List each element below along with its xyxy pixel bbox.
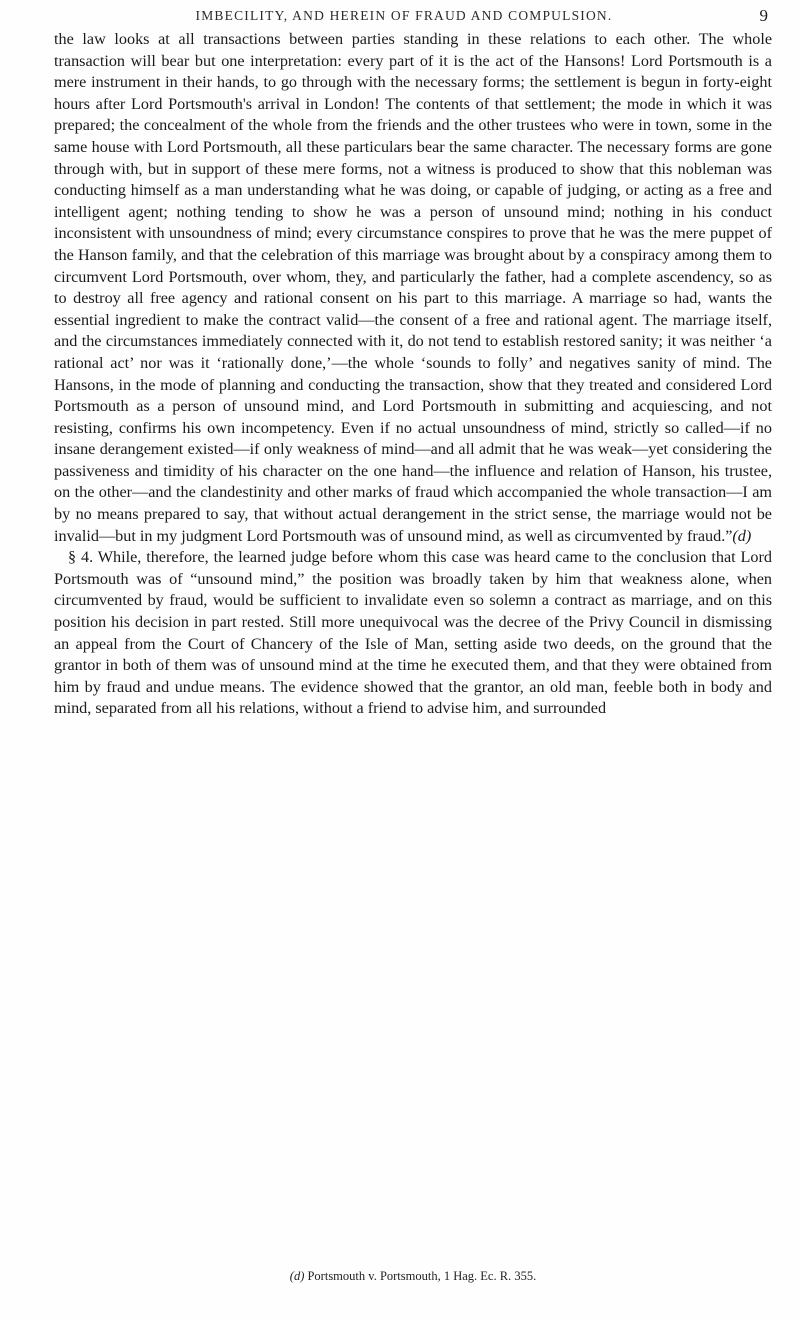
running-head bbox=[54, 6, 774, 30]
body-text bbox=[54, 29, 772, 720]
page-number: 9 bbox=[759, 6, 768, 25]
footnote-text: Portsmouth v. Portsmouth, 1 Hag. Ec. R. 355. bbox=[304, 1269, 537, 1283]
footnote-mark: (d) bbox=[289, 1269, 305, 1283]
paragraph-1-text: the law looks at all transactions between parties standing in these relations to each other. The whole transaction will bear but one interpretation: every part of it is the act of the Hansons! Lord Portsmouth is a mere instrument in their hands, to go through with the necessary forms; the settlement is begun in forty-eight hours after Lord Portsmouth's arrival in London! The contents of that settlement; the mode in which it was prepared; the concealment of the whole from the friends and the other trustees who were in town, some in the same house with Lord Portsmouth, all these particulars bear the same character. The necessary forms are gone through with, but in support of these mere forms, not a witness is produced to show that this nobleman was conducting himself as a man understanding what he was doing, or capable of judging, or acting as a free and intelligent agent; nothing tending to show he was a person of unsound mind; nothing in his conduct inconsistent with unsoundness of mind; every circumstance conspires to prove that he was the mere puppet of the Hanson family, and that the celebration of this marriage was brought about by a conspiracy among them to circumvent Lord Portsmouth, over whom, they, and particularly the father, had a complete ascendency, so as to destroy all free agency and rational consent on his part to this marriage. A marriage so had, wants the essential ingredient to make the contract valid—the consent of a free and rational agent. The marriage itself, and the circumstances immediately connected with it, do not tend to establish restored sanity; it was neither ‘a rational act’ nor was it ‘rationally done,’—the whole ‘sounds to folly’ and negatives sanity of mind. The Hansons, in the mode of planning and conducting the transaction, show that they treated and considered Lord Portsmouth as a person of unsound mind, and Lord Portsmouth in submitting and acquiescing, and not resisting, confirms his own incompetency. Even if no actual unsoundness of mind, strictly so called—if no insane derangement existed—if only weakness of mind—and all admit that he was weak—yet considering the passiveness and timidity of his character on the one hand—the influence and relation of Hanson, his trustee, on the other—and the clandestinity and other marks of fraud which accompanied the whole transaction—I am by no means prepared to say, that without actual derangement in the strict sense, the marriage would not be invalid—but in my judgment Lord Portsmouth was of unsound mind, as well as circumvented by fraud.” bbox=[54, 30, 772, 545]
paragraph-1 bbox=[54, 29, 772, 547]
paragraph-2: § 4. While, therefore, the learned judge before whom this case was heard came to the conclusion that Lord Portsmouth was of “unsound mind,” the position was broadly taken by him that weakness alone, when circumvented by fraud, would be sufficient to invalidate even so solemn a contract as marriage, and on this position his decision in part rested. Still more unequivocal was the decree of the Privy Council in dismissing an appeal from the Court of Chancery of the Isle of Man, setting aside two deeds, on the ground that the grantor in both of them was of unsound mind at the time he executed them, and that they were obtained from him by fraud and undue means. The evidence showed that the grantor, an old man, feeble both in body and mind, separated from all his relations, without a friend to advise him, and surrounded bbox=[54, 548, 772, 718]
footnote bbox=[54, 1268, 772, 1284]
footnote-reference: (d) bbox=[732, 526, 752, 545]
running-title: IMBECILITY, AND HEREIN OF FRAUD AND COMPULSION. bbox=[195, 8, 613, 23]
